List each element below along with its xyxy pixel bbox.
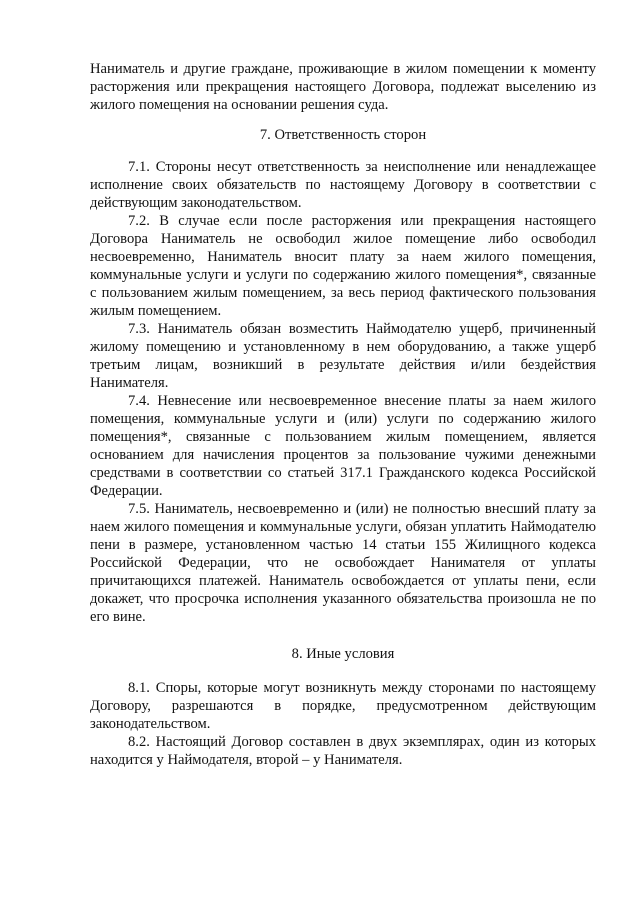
document-page xyxy=(90,60,596,769)
section-8-title: 8. Иные условия xyxy=(291,646,395,662)
clause-7-2: 7.2. В случае если после расторжения или прекращения настоящего Договора Наниматель не освободил жилое помещение либо освободил несвоевременно, Наниматель вносит плату за наем жилого помещения, коммунальные услуги и услуги по содержанию жилого помещения*, связанные с пользованием жилым помещением, за весь период фактического пользования жилым помещением. xyxy=(90,213,596,319)
clause-7-4: 7.4. Невнесение или несвоевременное внесение платы за наем жилого помещения, коммунальные услуги и (или) услуги по содержанию жилого помещения*, связанные с пользованием жилым помещением, является основанием для начисления процентов за пользование чужими денежными средствами в соответствии со статьей 317.1 Гражданского кодекса Российской Федерации. xyxy=(90,393,596,499)
clause-7-3: 7.3. Наниматель обязан возместить Наймодателю ущерб, причиненный жилому помещению и установленному в нем оборудованию, а также ущерб третьим лицам, возникший в результате действия и/или бездействия Нанимателя. xyxy=(90,321,596,391)
clause-7-5: 7.5. Наниматель, несвоевременно и (или) не полностью внесший плату за наем жилого помещения и коммунальные услуги, обязан уплатить Наймодателю пени в размере, установленном частью 14 статьи 155 Жилищного кодекса Российской Федерации, что не освобождает Нанимателя от уплаты причитающихся платежей. Наниматель освобождается от уплаты пени, если докажет, что просрочка исполнения указанного обязательства произошла не по его вине. xyxy=(90,501,596,625)
clause-7-1: 7.1. Стороны несут ответственность за неисполнение или ненадлежащее исполнение своих обязательств по настоящему Договору в соответствии с действующим законодательством. xyxy=(90,159,596,211)
intro-paragraph: Наниматель и другие граждане, проживающие в жилом помещении к моменту расторжения или прекращения настоящего Договора, подлежат выселению из жилого помещения на основании решения суда. xyxy=(90,61,596,113)
clause-8-2: 8.2. Настоящий Договор составлен в двух экземплярах, один из которых находится у Наймодателя, второй – у Нанимателя. xyxy=(90,734,596,768)
clause-8-1: 8.1. Споры, которые могут возникнуть между сторонами по настоящему Договору, разрешаются в порядке, предусмотренном действующим законодательством. xyxy=(90,680,596,732)
section-7-title: 7. Ответственность сторон xyxy=(259,127,427,143)
